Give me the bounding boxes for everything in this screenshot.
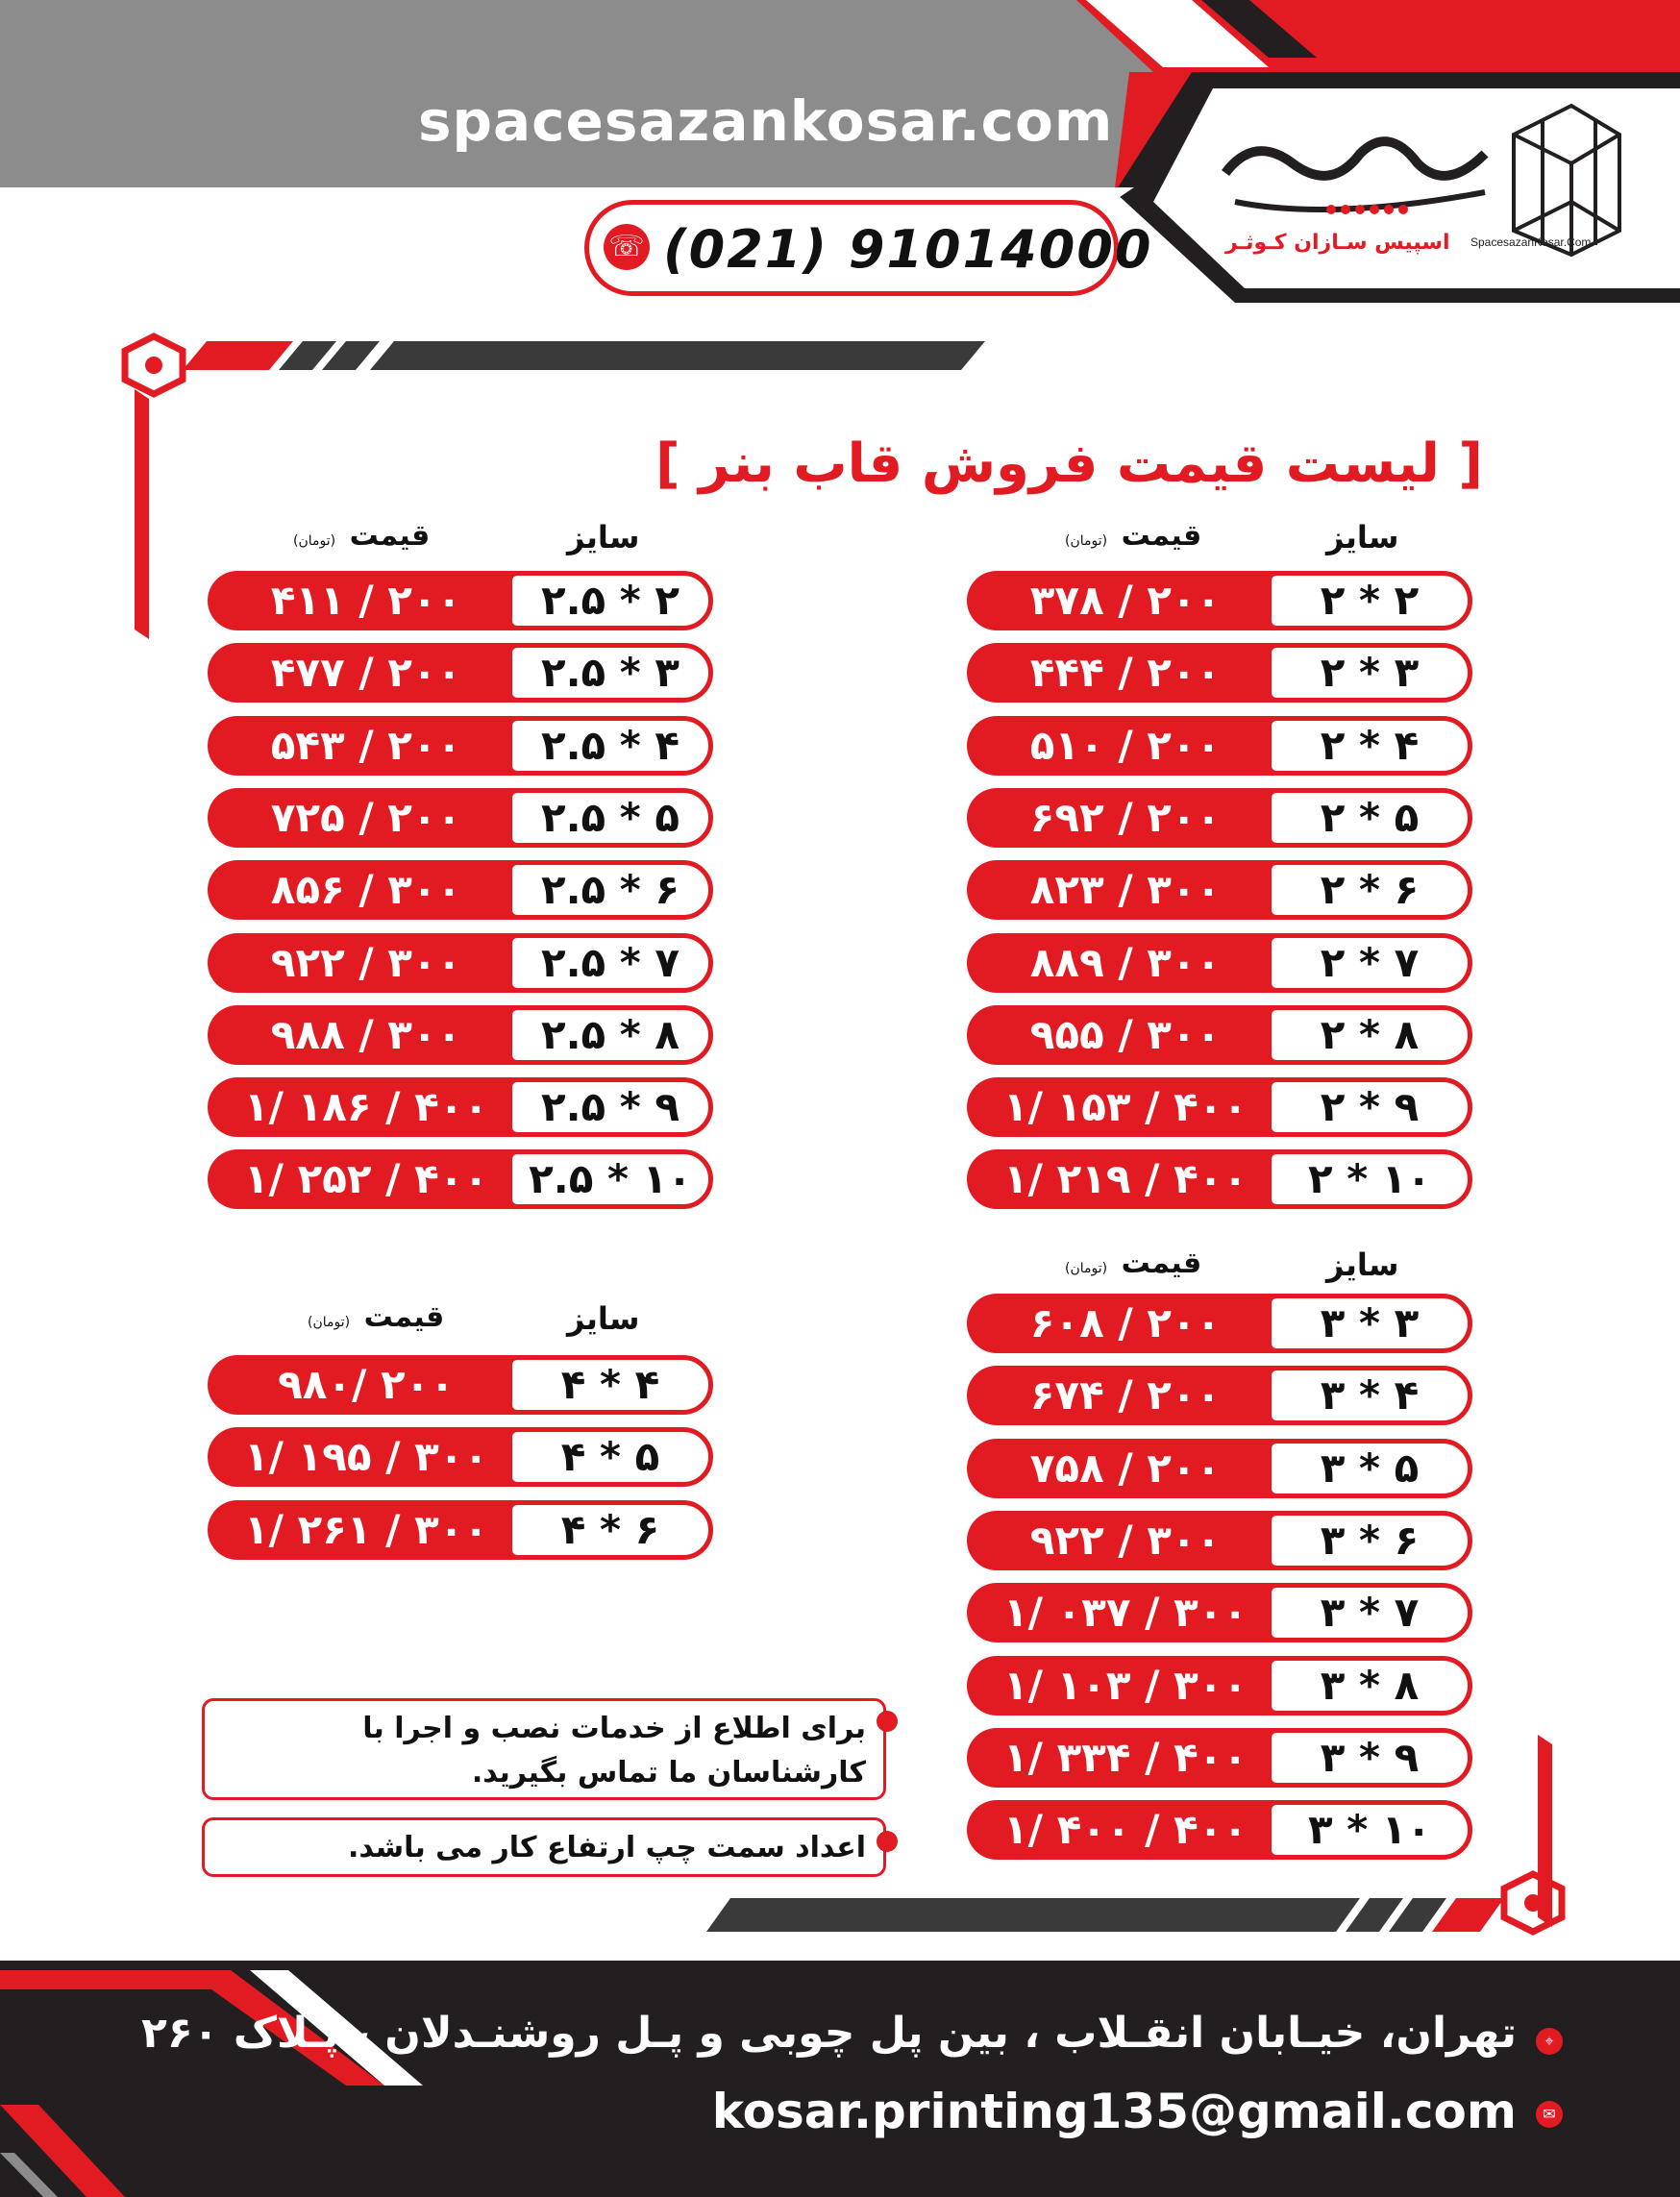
- price-cell: ۶۹۲ / ۲۰۰: [967, 788, 1284, 848]
- location-pin-icon: ⌖: [1536, 2028, 1563, 2055]
- column-header-price: [1065, 519, 1201, 553]
- table-row: [967, 1005, 1472, 1065]
- phone-number[interactable]: (021) 91014000: [663, 219, 1153, 280]
- price-unit: (تومان): [1065, 1261, 1108, 1276]
- size-cell: ۲.۵ * ۷: [507, 933, 713, 993]
- table-row: [208, 643, 713, 703]
- table-row: [208, 933, 713, 993]
- size-cell: ۳ * ۸: [1267, 1656, 1472, 1716]
- table-row: [208, 571, 713, 630]
- price-cell: ۱/ ۱۹۵ / ۳۰۰: [208, 1427, 525, 1487]
- price-cell: ۱/ ۰۳۷ / ۳۰۰: [967, 1583, 1284, 1642]
- price-cell: ۳۷۸ / ۲۰۰: [967, 571, 1284, 630]
- table-row: [208, 860, 713, 920]
- bullet-icon: [877, 1831, 898, 1852]
- column-header-price: [308, 1300, 444, 1334]
- height-note: اعداد سمت چپ ارتفاع کار می باشد.: [202, 1817, 886, 1877]
- table-row: [967, 1728, 1472, 1788]
- table-row: [208, 1500, 713, 1560]
- size-cell: ۳ * ۶: [1267, 1511, 1472, 1570]
- price-cell: ۱/ ۱۸۶ / ۴۰۰: [208, 1077, 525, 1137]
- column-header-size: سایز: [567, 1300, 640, 1337]
- table-row: [208, 716, 713, 776]
- table-row: [967, 1511, 1472, 1570]
- price-cell: ۱/ ۲۵۲ / ۴۰۰: [208, 1149, 525, 1209]
- table-row: [967, 1077, 1472, 1137]
- price-cell: ۱/ ۴۰۰ / ۴۰۰: [967, 1800, 1284, 1860]
- price-cell: ۵۴۳ / ۲۰۰: [208, 716, 525, 776]
- table-row: [208, 1149, 713, 1209]
- price-cell: ۸۲۳ / ۳۰۰: [967, 860, 1284, 920]
- size-cell: ۳ * ۱۰: [1267, 1800, 1472, 1860]
- size-cell: ۲ * ۷: [1267, 933, 1472, 993]
- size-cell: ۲.۵ * ۴: [507, 716, 713, 776]
- price-label: قیمت: [1121, 1247, 1202, 1280]
- table-row: [967, 643, 1472, 703]
- price-cell: ۱/ ۳۳۴ / ۴۰۰: [967, 1728, 1284, 1788]
- size-cell: ۲.۵ * ۵: [507, 788, 713, 848]
- price-unit: (تومان): [293, 533, 336, 549]
- size-cell: ۴ * ۶: [507, 1500, 713, 1560]
- size-cell: ۲ * ۵: [1267, 788, 1472, 848]
- price-cell: ۱/ ۲۱۹ / ۴۰۰: [967, 1149, 1284, 1209]
- price-cell: ۱/ ۱۰۳ / ۳۰۰: [967, 1656, 1284, 1716]
- price-cell: ۹۸۸ / ۳۰۰: [208, 1005, 525, 1065]
- price-cell: ۶۷۴ / ۲۰۰: [967, 1366, 1284, 1425]
- column-header-size: سایز: [567, 519, 640, 555]
- size-cell: ۲.۵ * ۶: [507, 860, 713, 920]
- size-cell: ۲ * ۱۰: [1267, 1149, 1472, 1209]
- website-url[interactable]: spacesazankosar.com: [418, 88, 1114, 154]
- table-row: [967, 933, 1472, 993]
- table-row: [208, 1355, 713, 1415]
- table-row: [208, 1005, 713, 1065]
- table-row: [967, 1800, 1472, 1860]
- installation-note: برای اطلاع از خدمات نصب و اجرا با کارشناسان ما تماس بگیرید.: [202, 1698, 886, 1800]
- table-row: [208, 788, 713, 848]
- price-label: قیمت: [1121, 519, 1202, 553]
- column-header-price: [293, 519, 430, 553]
- size-cell: ۲.۵ * ۱۰: [507, 1149, 713, 1209]
- price-cell: ۶۰۸ / ۲۰۰: [967, 1294, 1284, 1353]
- size-cell: ۲.۵ * ۹: [507, 1077, 713, 1137]
- price-unit: (تومان): [1065, 533, 1108, 549]
- size-cell: ۳ * ۷: [1267, 1583, 1472, 1642]
- price-cell: ۷۲۵ / ۲۰۰: [208, 788, 525, 848]
- size-cell: ۳ * ۳: [1267, 1294, 1472, 1353]
- table-row: [967, 1656, 1472, 1716]
- page-title: [ لیست قیمت فروش قاب بنر ]: [655, 432, 1483, 495]
- price-cell: ۹۸۰/ ۲۰۰: [208, 1355, 525, 1415]
- size-cell: ۳ * ۴: [1267, 1366, 1472, 1425]
- price-cell: ۴۴۴ / ۲۰۰: [967, 643, 1284, 703]
- table-row: [967, 788, 1472, 848]
- size-cell: ۴ * ۴: [507, 1355, 713, 1415]
- price-cell: ۱/ ۲۶۱ / ۳۰۰: [208, 1500, 525, 1560]
- table-row: [967, 1439, 1472, 1498]
- brand-name-latin: SpacesazanKosar.Com: [1470, 235, 1592, 249]
- table-row: [208, 1427, 713, 1487]
- price-cell: ۴۱۱ / ۲۰۰: [208, 571, 525, 630]
- size-cell: ۲.۵ * ۳: [507, 643, 713, 703]
- table-row: [967, 1366, 1472, 1425]
- price-cell: ۹۲۲ / ۳۰۰: [967, 1511, 1284, 1570]
- table-row: [208, 1077, 713, 1137]
- size-cell: ۲ * ۸: [1267, 1005, 1472, 1065]
- table-row: [967, 1149, 1472, 1209]
- size-cell: ۳ * ۹: [1267, 1728, 1472, 1788]
- size-cell: ۲.۵ * ۲: [507, 571, 713, 630]
- price-cell: ۴۷۷ / ۲۰۰: [208, 643, 525, 703]
- price-cell: ۱/ ۱۵۳ / ۴۰۰: [967, 1077, 1284, 1137]
- price-cell: ۹۲۲ / ۳۰۰: [208, 933, 525, 993]
- price-cell: ۹۵۵ / ۳۰۰: [967, 1005, 1284, 1065]
- phone-icon: ☏: [604, 224, 650, 270]
- size-cell: ۲ * ۲: [1267, 571, 1472, 630]
- size-cell: ۴ * ۵: [507, 1427, 713, 1487]
- column-header-size: سایز: [1326, 1247, 1399, 1283]
- price-cell: ۵۱۰ / ۲۰۰: [967, 716, 1284, 776]
- price-cell: ۸۵۶ / ۳۰۰: [208, 860, 525, 920]
- size-cell: ۲.۵ * ۸: [507, 1005, 713, 1065]
- table-row: [967, 860, 1472, 920]
- size-cell: ۲ * ۶: [1267, 860, 1472, 920]
- size-cell: ۲ * ۳: [1267, 643, 1472, 703]
- table-row: [967, 1583, 1472, 1642]
- table-row: [967, 571, 1472, 630]
- bullet-icon: [877, 1711, 898, 1732]
- price-cell: ۸۸۹ / ۳۰۰: [967, 933, 1284, 993]
- price-label: قیمت: [349, 519, 431, 553]
- size-cell: ۲ * ۹: [1267, 1077, 1472, 1137]
- table-row: [967, 716, 1472, 776]
- price-label: قیمت: [363, 1300, 445, 1334]
- footer-decoration: [0, 1961, 1680, 2197]
- price-cell: ۷۵۸ / ۲۰۰: [967, 1439, 1284, 1498]
- size-cell: ۲ * ۴: [1267, 716, 1472, 776]
- column-header-price: [1065, 1247, 1201, 1280]
- column-header-size: سایز: [1326, 519, 1399, 555]
- table-row: [967, 1294, 1472, 1353]
- mail-icon: ✉: [1536, 2101, 1563, 2128]
- size-cell: ۳ * ۵: [1267, 1439, 1472, 1498]
- price-unit: (تومان): [308, 1315, 351, 1330]
- brand-name-persian: اسپیس سـازان کـوثـر: [1225, 231, 1450, 255]
- email-address[interactable]: kosar.printing135@gmail.com: [711, 2084, 1517, 2139]
- address: تهران، خیـابان انقـلاب ، بین پل چوبی و پـل روشنـدلان ، پـلاک ۲۶۰: [141, 2009, 1517, 2058]
